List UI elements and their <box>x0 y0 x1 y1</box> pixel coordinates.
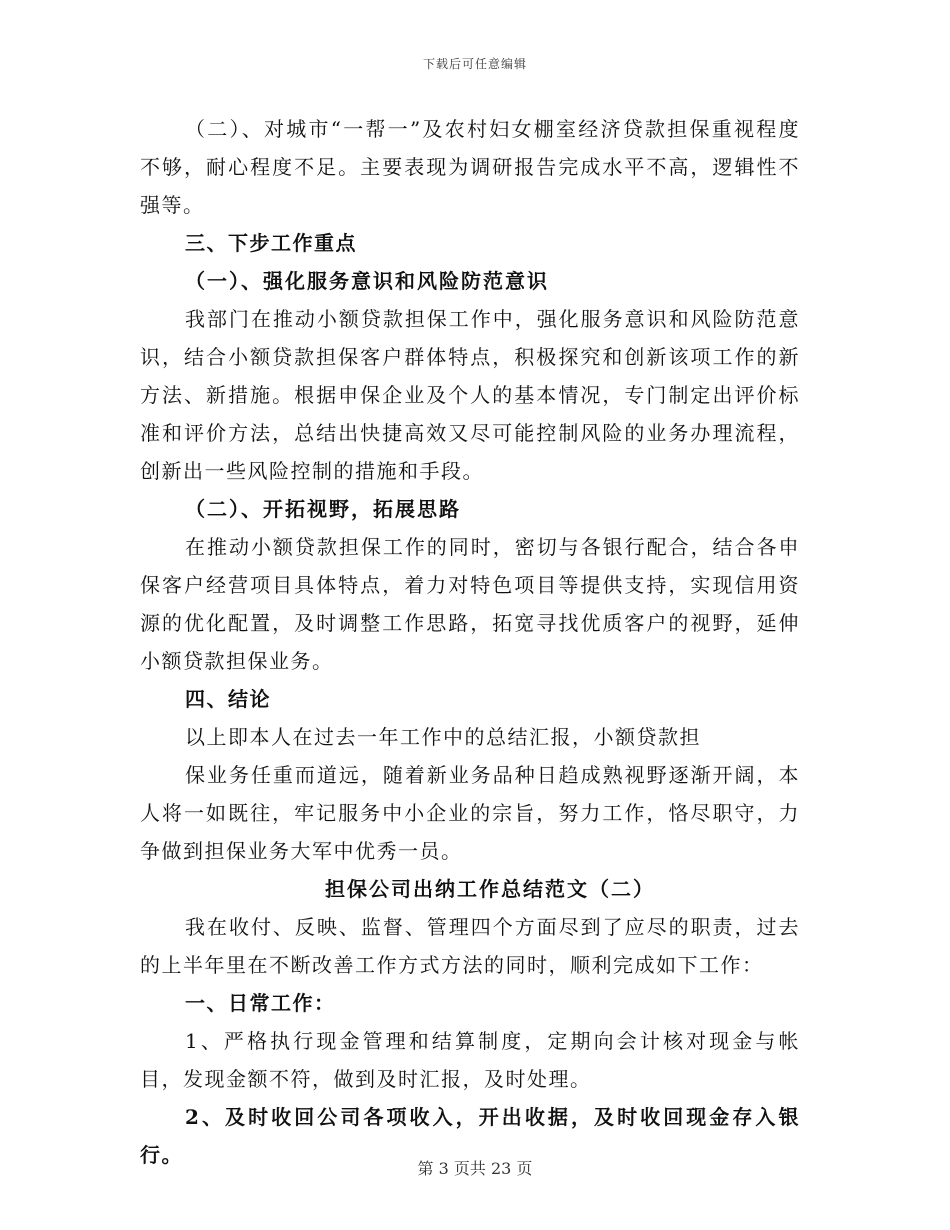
section-heading-daily-work: 一、日常工作： <box>185 991 336 1015</box>
page-header: 下载后可任意编辑 <box>422 57 527 71</box>
section-heading-conclusion: 四、结论 <box>185 687 271 711</box>
paragraph-item-1: 1、严格执行现金管理和结算制度，定期向会计核对现金与帐目，发现金额不符，做到及时汇报，及时处理。 <box>140 1029 800 1091</box>
paragraph-broaden-vision: 在推动小额贷款担保工作的同时，密切与各银行配合，结合各申保客户经营项目具体特点，着力对特色项目等提供支持，实现信用资源的优化配置，及时调整工作思路，拓宽寻找优质客户的视野，延伸小额贷款担保业务。 <box>140 535 800 673</box>
subheading-broaden-vision: （二）、开拓视野，拓展思路 <box>185 497 461 521</box>
section-heading-next-steps: 三、下步工作重点 <box>185 231 357 255</box>
paragraph-intro: 我在收付、反映、监督、管理四个方面尽到了应尽的职责，过去的上半年里在不断改善工作方式方法的同时，顺利完成如下工作： <box>140 915 800 977</box>
paragraph-service-risk: 我部门在推动小额贷款担保工作中，强化服务意识和风险防范意识，结合小额贷款担保客户群体特点，积极探究和创新该项工作的新方法、新措施。根据申保企业及个人的基本情况，专门制定出评价标准和评价方法，总结出快捷高效又尽可能控制风险的业务办理流程，创新出一些风险控制的措施和手段。 <box>140 307 800 483</box>
subheading-service-risk: （一）、强化服务意识和风险防范意识 <box>185 269 549 293</box>
paragraph-conclusion-line1: 以上即本人在过去一年工作中的总结汇报，小额贷款担 <box>185 725 701 749</box>
paragraph-conclusion-line2: 保业务任重而道远，随着新业务品种日趋成熟视野逐渐开阔，本人将一如既往，牢记服务中小企业的宗旨，努力工作，恪尽职守，力争做到担保业务大军中优秀一员。 <box>140 763 800 863</box>
paragraph-item-2: 2、及时收回公司各项收入，开出收据，及时收回现金存入银行。 <box>140 1105 800 1167</box>
document-body <box>140 110 800 1174</box>
document-title-2: 担保公司出纳工作总结范文（二） <box>325 877 655 901</box>
paragraph-problem-2: （二）、对城市“一帮一”及农村妇女棚室经济贷款担保重视程度不够，耐心程度不足。主要表现为调研报告完成水平不高，逻辑性不强等。 <box>140 117 800 217</box>
page-footer: 第 3 页共 23 页 <box>417 1159 533 1178</box>
